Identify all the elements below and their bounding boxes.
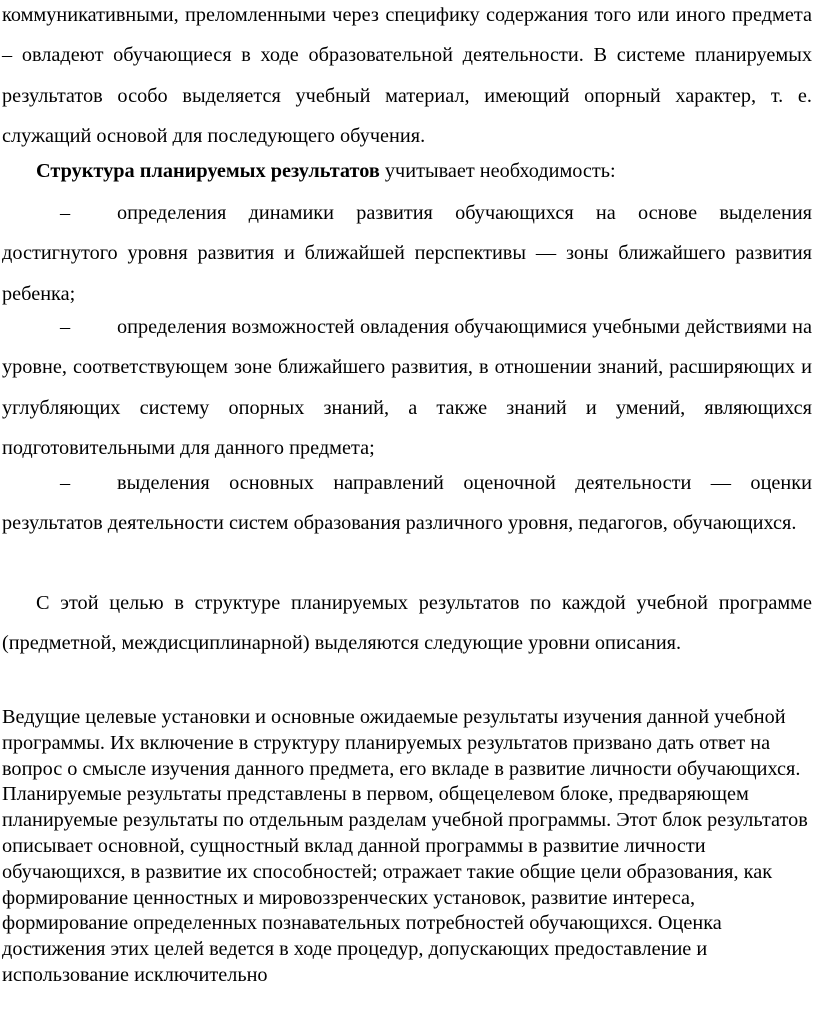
dash-marker: – [60, 202, 71, 224]
dash-marker: – [60, 472, 71, 494]
dash-marker: – [60, 316, 71, 338]
structure-heading: Структура планируемых результатов [36, 160, 380, 182]
paragraph-structure [2, 151, 812, 191]
list-item [2, 463, 812, 544]
list-item-text: определения возможностей овладения обучающимися учебными действиями на уровне, соответствующем зоне ближайшего развития, в отношении знаний, расширяющих и углубляющих систему опорных знаний, а также знаний и умений, являющихся подготовительными для данного предмета; [2, 316, 812, 459]
structure-intro-text: учитывает необходимость: [379, 160, 616, 182]
list-item-text: определения динамики развития обучающихся на основе выделения достигнутого уровня развития и ближайшей перспективы — зоны ближайшего развития ребенка; [2, 202, 812, 305]
list-item [2, 307, 812, 468]
paragraph-goal: С этой целью в структуре планируемых результатов по каждой учебной программе (предметной, междисциплинарной) выделяются следующие уровни описания. [2, 592, 812, 655]
paragraph-leading-goals: Ведущие целевые установки и основные ожидаемые результаты изучения данной учебной программы. Их включение в структуру планируемых результатов призвано дать ответ на вопрос о смысле изучения данного предмета, его вкладе в развитие личности обучающихся. Планируемые результаты представлены в первом, общецелевом блоке, предваряющем планируемые результаты по отдельным разделам учебной программы. Этот блок результатов описывает основной, сущностный вклад данной программы в развитие личности обучающихся, в развитие их способностей; отражает такие общие цели образования, как формирование ценностных и мировоззренческих установок, развитие интереса, формирование определенных познавательных потребностей обучающихся. Оценка достижения этих целей ведется в ходе процедур, допускающих предоставление и использование исключительно [2, 706, 808, 986]
paragraph-intro: коммуникативными, преломленными через специфику содержания того или иного предмета – овладеют обучающиеся в ходе образовательной деятельности. В системе планируемых результатов особо выделяется учебный материал, имеющий опорный характер, т. е. служащий основой для последующего обучения. [2, 4, 812, 147]
list-item-text: выделения основных направлений оценочной деятельности — оценки результатов деятельности систем образования различного уровня, педагогов, обучающихся. [2, 472, 812, 535]
list-item [2, 193, 812, 314]
